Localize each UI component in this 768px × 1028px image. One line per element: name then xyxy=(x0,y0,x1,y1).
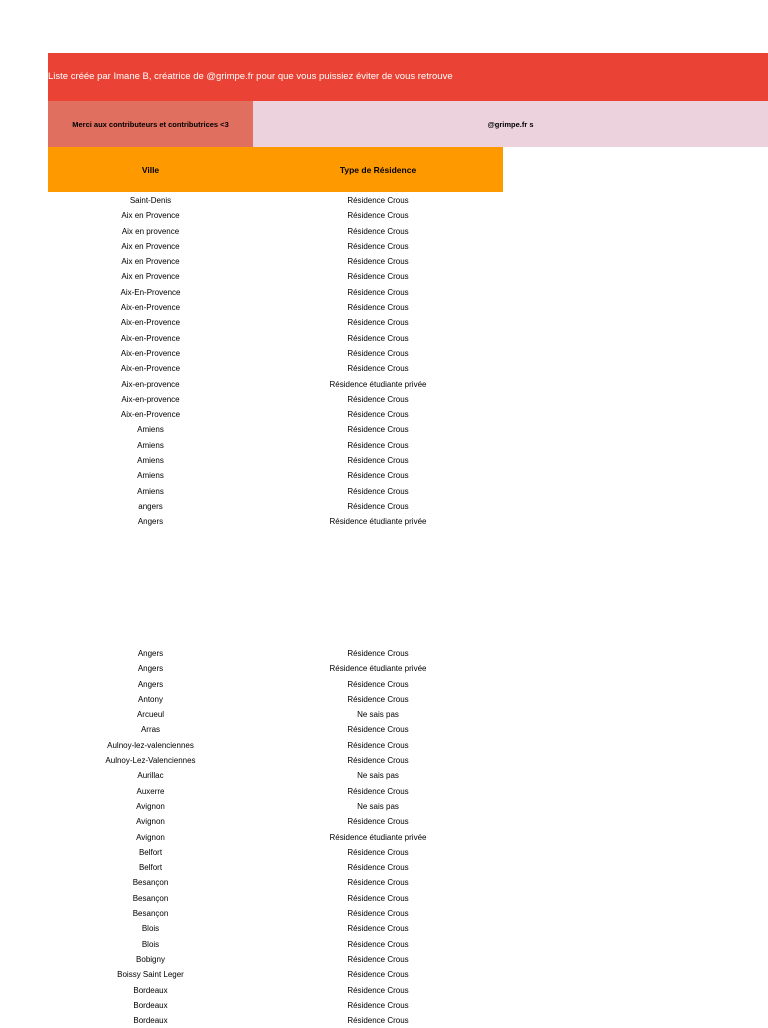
table-body-top xyxy=(48,193,503,530)
table-row[interactable] xyxy=(48,208,503,223)
cell-type-residence[interactable]: Résidence Crous xyxy=(347,287,409,297)
cell-type-residence[interactable]: Résidence étudiante privée xyxy=(329,664,427,674)
table-row[interactable] xyxy=(48,707,503,722)
cell-type-residence[interactable]: Résidence étudiante privée xyxy=(329,379,427,389)
table-row[interactable] xyxy=(48,453,503,468)
cell-type-residence[interactable]: Ne sais pas xyxy=(357,710,399,720)
cell-ville[interactable]: Amiens xyxy=(137,425,164,435)
cell-ville[interactable]: Aix-En-Provence xyxy=(120,287,181,297)
cell-ville[interactable]: Aurillac xyxy=(137,771,164,781)
grimpe-cell xyxy=(253,101,768,147)
table-row[interactable] xyxy=(48,875,503,890)
table-row[interactable] xyxy=(48,407,503,422)
thanks-text: Merci aux contributeurs et contributrices <3 xyxy=(72,119,229,129)
cell-type-residence[interactable]: Résidence Crous xyxy=(347,440,409,450)
cell-ville[interactable]: Avignon xyxy=(136,801,165,811)
cell-ville[interactable]: Bobigny xyxy=(136,954,165,964)
cell-type-residence[interactable]: Résidence Crous xyxy=(347,878,409,888)
cell-ville[interactable]: Saint-Denis xyxy=(129,196,172,205)
table-row[interactable] xyxy=(48,239,503,254)
table-body-bottom xyxy=(48,646,503,1028)
cell-ville[interactable]: Aix en Provence xyxy=(121,272,180,282)
table-row[interactable] xyxy=(48,254,503,269)
cell-type-residence[interactable]: Résidence Crous xyxy=(347,425,409,435)
cell-type-residence[interactable]: Résidence Crous xyxy=(347,394,409,404)
cell-ville[interactable]: angers xyxy=(138,501,163,511)
cell-ville[interactable]: Besançon xyxy=(132,893,169,903)
cell-type-residence[interactable]: Résidence Crous xyxy=(347,501,409,511)
table-row[interactable] xyxy=(48,967,503,982)
table-row[interactable] xyxy=(48,300,503,315)
cell-ville[interactable]: Boissy Saint Leger xyxy=(117,970,184,980)
table-row[interactable] xyxy=(48,193,503,208)
table-row[interactable] xyxy=(48,753,503,768)
cell-type-residence[interactable]: Résidence Crous xyxy=(347,756,409,766)
cell-ville[interactable]: Bordeaux xyxy=(133,1000,168,1010)
banner-text: Liste créée par Imane B, créatrice de @grimpe.fr pour que vous puissiez éviter de vous retrouve xyxy=(48,71,453,82)
table-row[interactable] xyxy=(48,738,503,753)
cell-type-residence[interactable]: Résidence Crous xyxy=(347,740,409,750)
table-row[interactable] xyxy=(48,998,503,1013)
column-header-ville-label: Ville xyxy=(141,164,160,175)
cell-type-residence[interactable]: Résidence Crous xyxy=(347,985,409,995)
cell-type-residence[interactable]: Résidence Crous xyxy=(347,786,409,796)
cell-type-residence[interactable]: Résidence Crous xyxy=(347,1016,409,1026)
cell-ville[interactable]: Angers xyxy=(137,664,164,674)
table-row[interactable] xyxy=(48,661,503,676)
table-row[interactable] xyxy=(48,983,503,998)
table-row[interactable] xyxy=(48,392,503,407)
cell-type-residence[interactable]: Résidence Crous xyxy=(347,364,409,374)
cell-ville[interactable]: Aulnoy-lez-valenciennes xyxy=(107,740,194,750)
cell-type-residence[interactable]: Résidence Crous xyxy=(347,272,409,282)
cell-ville[interactable]: Aix en Provence xyxy=(121,257,180,267)
cell-type-residence[interactable]: Résidence Crous xyxy=(347,348,409,358)
cell-type-residence[interactable]: Résidence Crous xyxy=(347,196,409,205)
table-row[interactable] xyxy=(48,646,503,661)
cell-ville[interactable]: Bordeaux xyxy=(133,985,168,995)
column-header-type[interactable] xyxy=(253,147,503,192)
cell-ville[interactable]: Aix-en-Provence xyxy=(120,318,181,328)
cell-ville[interactable]: Antony xyxy=(138,694,163,704)
cell-ville[interactable]: Avignon xyxy=(136,832,165,842)
title-banner xyxy=(48,53,768,101)
cell-type-residence[interactable]: Résidence étudiante privée xyxy=(329,832,427,842)
table-row[interactable] xyxy=(48,1013,503,1028)
table-row[interactable] xyxy=(48,830,503,845)
table-row[interactable] xyxy=(48,937,503,952)
cell-ville[interactable]: Belfort xyxy=(138,863,163,873)
cell-ville[interactable]: Amiens xyxy=(137,440,164,450)
cell-ville[interactable]: Angers xyxy=(137,649,164,658)
table-row[interactable] xyxy=(48,285,503,300)
table-row[interactable] xyxy=(48,315,503,330)
cell-type-residence[interactable]: Résidence Crous xyxy=(347,303,409,313)
cell-ville[interactable]: Amiens xyxy=(137,471,164,481)
table-row[interactable] xyxy=(48,799,503,814)
table-row[interactable] xyxy=(48,677,503,692)
cell-type-residence[interactable]: Résidence Crous xyxy=(347,679,409,689)
grimpe-text: @grimpe.fr s xyxy=(487,119,534,129)
table-row[interactable] xyxy=(48,921,503,936)
cell-ville[interactable]: Aix en provence xyxy=(121,226,180,236)
table-row[interactable] xyxy=(48,514,503,529)
table-row[interactable] xyxy=(48,331,503,346)
cell-type-residence[interactable]: Résidence Crous xyxy=(347,909,409,919)
table-row[interactable] xyxy=(48,484,503,499)
cell-ville[interactable]: Angers xyxy=(137,517,164,527)
cell-ville[interactable]: Aix en Provence xyxy=(121,241,180,251)
cell-type-residence[interactable]: Résidence Crous xyxy=(347,694,409,704)
cell-type-residence[interactable]: Résidence Crous xyxy=(347,924,409,934)
cell-ville[interactable]: Amiens xyxy=(137,486,164,496)
cell-type-residence[interactable]: Résidence Crous xyxy=(347,456,409,466)
cell-type-residence[interactable]: Résidence Crous xyxy=(347,226,409,236)
table-row[interactable] xyxy=(48,377,503,392)
table-row[interactable] xyxy=(48,224,503,239)
cell-ville[interactable]: Blois xyxy=(141,924,160,934)
cell-type-residence[interactable]: Résidence Crous xyxy=(347,863,409,873)
cell-type-residence[interactable]: Résidence Crous xyxy=(347,318,409,328)
table-row[interactable] xyxy=(48,468,503,483)
cell-ville[interactable]: Aix en Provence xyxy=(121,211,180,221)
cell-ville[interactable]: Besançon xyxy=(132,909,169,919)
cell-ville[interactable]: Arras xyxy=(140,725,161,735)
table-row[interactable] xyxy=(48,346,503,361)
cell-ville[interactable]: Avignon xyxy=(136,817,165,827)
table-row[interactable] xyxy=(48,438,503,453)
cell-type-residence[interactable]: Résidence Crous xyxy=(347,847,409,857)
cell-ville[interactable]: Arcueul xyxy=(136,710,165,720)
cell-type-residence[interactable]: Ne sais pas xyxy=(357,801,399,811)
cell-ville[interactable]: Aix-en-provence xyxy=(121,394,180,404)
cell-ville[interactable]: Amiens xyxy=(137,456,164,466)
table-row[interactable] xyxy=(48,422,503,437)
cell-ville[interactable]: Aulnoy-Lez-Valenciennes xyxy=(105,756,196,766)
table-row[interactable] xyxy=(48,499,503,514)
table-row[interactable] xyxy=(48,722,503,737)
cell-ville[interactable]: Aix-en-Provence xyxy=(120,348,181,358)
cell-type-residence[interactable]: Résidence Crous xyxy=(347,333,409,343)
cell-type-residence[interactable]: Résidence Crous xyxy=(347,1000,409,1010)
cell-type-residence[interactable]: Résidence Crous xyxy=(347,939,409,949)
cell-type-residence[interactable]: Résidence Crous xyxy=(347,471,409,481)
cell-ville[interactable]: Auxerre xyxy=(136,786,165,796)
cell-ville[interactable]: Aix-en-Provence xyxy=(120,364,181,374)
column-header-ville[interactable] xyxy=(48,147,253,192)
cell-type-residence[interactable]: Résidence Crous xyxy=(347,954,409,964)
cell-ville[interactable]: Aix-en-provence xyxy=(121,379,180,389)
table-row[interactable] xyxy=(48,952,503,967)
table-row[interactable] xyxy=(48,891,503,906)
cell-type-residence[interactable]: Résidence étudiante privée xyxy=(329,517,427,527)
cell-type-residence[interactable]: Résidence Crous xyxy=(347,241,409,251)
cell-ville[interactable]: Aix-en-Provence xyxy=(120,303,181,313)
cell-ville[interactable]: Angers xyxy=(137,679,164,689)
cell-ville[interactable]: Belfort xyxy=(138,847,163,857)
table-row[interactable] xyxy=(48,906,503,921)
cell-type-residence[interactable]: Résidence Crous xyxy=(347,725,409,735)
thanks-cell xyxy=(48,101,253,147)
cell-ville[interactable]: Aix-en-Provence xyxy=(120,410,181,420)
cell-type-residence[interactable]: Résidence Crous xyxy=(347,970,409,980)
cell-type-residence[interactable]: Résidence Crous xyxy=(347,211,409,221)
cell-type-residence[interactable]: Résidence Crous xyxy=(347,649,409,658)
cell-ville[interactable]: Aix-en-Provence xyxy=(120,333,181,343)
cell-ville[interactable]: Besançon xyxy=(132,878,169,888)
table-row[interactable] xyxy=(48,784,503,799)
cell-ville[interactable]: Blois xyxy=(141,939,160,949)
table-row[interactable] xyxy=(48,692,503,707)
table-row[interactable] xyxy=(48,361,503,376)
cell-type-residence[interactable]: Résidence Crous xyxy=(347,486,409,496)
cell-type-residence[interactable]: Ne sais pas xyxy=(357,771,399,781)
table-row[interactable] xyxy=(48,814,503,829)
cell-type-residence[interactable]: Résidence Crous xyxy=(347,410,409,420)
table-row[interactable] xyxy=(48,768,503,783)
table-row[interactable] xyxy=(48,845,503,860)
cell-ville[interactable]: Bordeaux xyxy=(133,1016,168,1026)
table-row[interactable] xyxy=(48,269,503,284)
cell-type-residence[interactable]: Résidence Crous xyxy=(347,257,409,267)
column-header-type-label: Type de Résidence xyxy=(339,164,417,175)
table-row[interactable] xyxy=(48,860,503,875)
cell-type-residence[interactable]: Résidence Crous xyxy=(347,893,409,903)
cell-type-residence[interactable]: Résidence Crous xyxy=(347,817,409,827)
